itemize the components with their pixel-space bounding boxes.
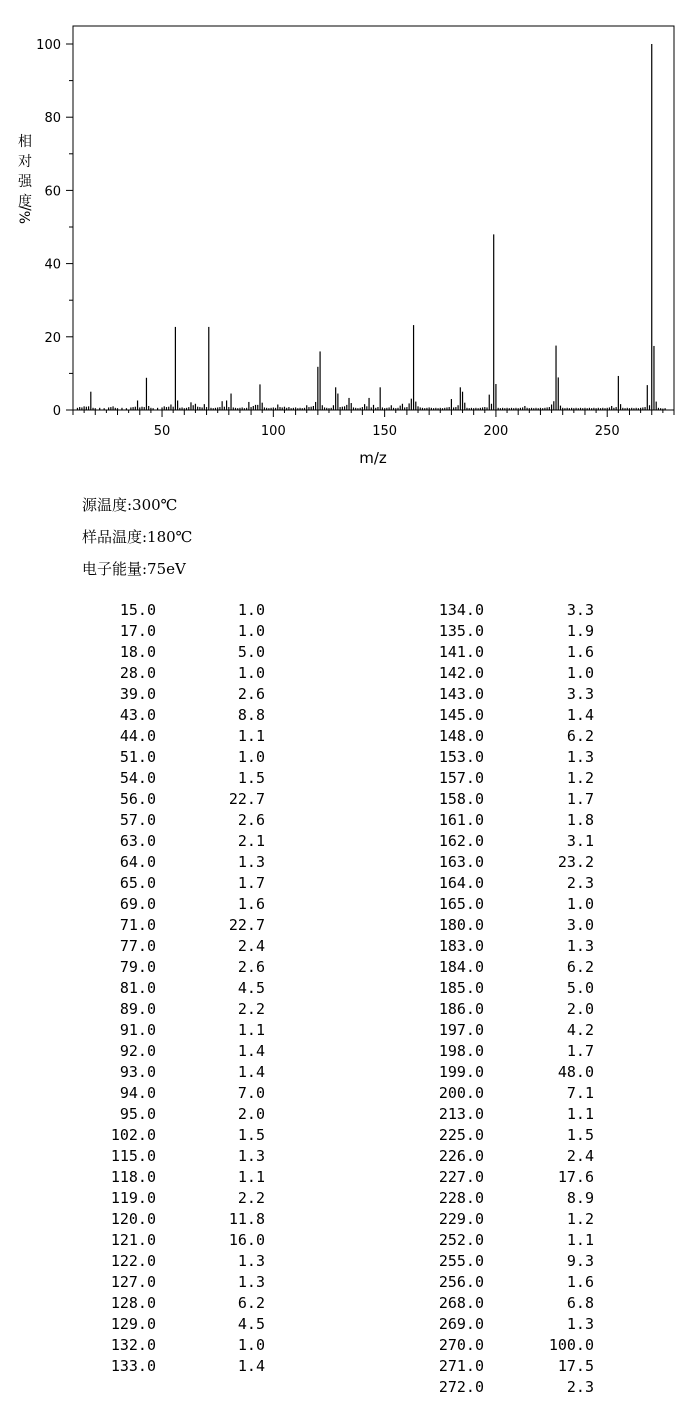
peak-abundance: 4.5: [237, 1315, 265, 1333]
peak-mz: 269.0: [438, 1315, 484, 1333]
peak-mz: 44.0: [119, 727, 156, 745]
peak-abundance: 1.7: [237, 874, 265, 892]
peak-mz: 184.0: [438, 958, 484, 976]
peak-abundance: 9.3: [566, 1252, 594, 1270]
peak-abundance: 2.0: [237, 1105, 265, 1123]
peak-mz: 115.0: [110, 1147, 156, 1165]
peak-abundance: 1.3: [237, 1252, 265, 1270]
peak-mz: 229.0: [438, 1210, 484, 1228]
peak-mz: 119.0: [110, 1189, 156, 1207]
peak-mz: 161.0: [438, 811, 484, 829]
peak-mz: 270.0: [438, 1336, 484, 1354]
y-tick-label: 0: [52, 404, 61, 419]
peak-abundance: 17.6: [557, 1168, 594, 1186]
peak-mz: 65.0: [119, 874, 156, 892]
peak-abundance: 22.7: [228, 916, 265, 934]
peak-mz: 185.0: [438, 979, 484, 997]
peak-mz: 163.0: [438, 853, 484, 871]
peak-abundance: 1.0: [237, 1336, 265, 1354]
peak-mz: 81.0: [119, 979, 156, 997]
condition-line: 源温度:300℃: [82, 496, 178, 514]
peak-mz: 77.0: [119, 937, 156, 955]
peak-mz: 128.0: [110, 1294, 156, 1312]
peak-abundance: 1.4: [237, 1063, 265, 1081]
peak-abundance: 3.3: [566, 601, 594, 619]
spectrum-peaks: [77, 44, 665, 410]
peak-mz: 43.0: [119, 706, 156, 724]
x-axis-label: m/z: [359, 449, 387, 467]
peak-abundance: 3.0: [566, 916, 594, 934]
peak-abundance: 5.0: [566, 979, 594, 997]
peak-mz: 95.0: [119, 1105, 156, 1123]
peak-mz: 141.0: [438, 643, 484, 661]
peak-mz: 135.0: [438, 622, 484, 640]
peak-mz: 268.0: [438, 1294, 484, 1312]
mass-spectrum-chart: [0, 0, 687, 480]
peak-abundance: 1.3: [566, 937, 594, 955]
peak-mz: 102.0: [110, 1126, 156, 1144]
peak-abundance: 1.1: [237, 727, 265, 745]
peak-abundance: 1.1: [566, 1105, 594, 1123]
peak-abundance: 1.1: [237, 1021, 265, 1039]
peak-abundance: 16.0: [228, 1231, 265, 1249]
y-label-char: 强: [18, 174, 32, 190]
peak-abundance: 1.0: [237, 748, 265, 766]
x-tick-label: 200: [483, 424, 509, 439]
y-axis-ticks: [36, 38, 73, 419]
y-tick-label: 100: [36, 38, 61, 53]
peak-abundance: 4.5: [237, 979, 265, 997]
peak-abundance: 3.1: [566, 832, 594, 850]
peak-mz: 91.0: [119, 1021, 156, 1039]
peak-mz: 129.0: [110, 1315, 156, 1333]
peak-abundance: 2.3: [566, 874, 594, 892]
x-tick-label: 150: [372, 424, 398, 439]
peak-abundance: 1.7: [566, 790, 594, 808]
peak-abundance: 1.3: [566, 1315, 594, 1333]
peak-mz: 226.0: [438, 1147, 484, 1165]
peak-mz: 134.0: [438, 601, 484, 619]
peak-mz: 132.0: [110, 1336, 156, 1354]
peak-mz: 121.0: [110, 1231, 156, 1249]
peak-abundance: 2.6: [237, 811, 265, 829]
peak-mz: 18.0: [119, 643, 156, 661]
peak-abundance: 1.8: [566, 811, 594, 829]
peak-abundance: 7.1: [566, 1084, 594, 1102]
peak-abundance: 4.2: [566, 1021, 594, 1039]
y-label-char: 度: [18, 194, 32, 210]
peak-abundance: 48.0: [557, 1063, 594, 1081]
peak-mz: 183.0: [438, 937, 484, 955]
peak-abundance: 1.3: [237, 1147, 265, 1165]
y-axis-label: [18, 133, 34, 224]
peak-abundance: 2.6: [237, 685, 265, 703]
peak-abundance: 1.4: [566, 706, 594, 724]
peak-mz: 197.0: [438, 1021, 484, 1039]
peak-mz: 256.0: [438, 1273, 484, 1291]
y-label-unit: %/: [18, 205, 34, 224]
peak-mz: 252.0: [438, 1231, 484, 1249]
peak-mz: 118.0: [110, 1168, 156, 1186]
y-label-char: 相: [18, 134, 32, 150]
peak-mz: 54.0: [119, 769, 156, 787]
peak-mz: 39.0: [119, 685, 156, 703]
peak-mz: 272.0: [438, 1378, 484, 1396]
condition-line: 样品温度:180℃: [82, 528, 193, 546]
peak-mz: 127.0: [110, 1273, 156, 1291]
plot-frame: [73, 26, 674, 410]
peak-abundance: 2.2: [237, 1189, 265, 1207]
peak-mz: 164.0: [438, 874, 484, 892]
peak-abundance: 5.0: [237, 643, 265, 661]
peak-abundance: 1.5: [237, 1126, 265, 1144]
y-label-char: 对: [18, 154, 32, 170]
peak-mz: 133.0: [110, 1357, 156, 1375]
peak-mz: 64.0: [119, 853, 156, 871]
peak-mz: 69.0: [119, 895, 156, 913]
peak-abundance: 1.9: [566, 622, 594, 640]
peak-abundance: 1.2: [566, 1210, 594, 1228]
peak-mz: 51.0: [119, 748, 156, 766]
peak-mz: 63.0: [119, 832, 156, 850]
peak-abundance: 8.9: [566, 1189, 594, 1207]
peak-abundance: 1.2: [566, 769, 594, 787]
peak-abundance: 8.8: [237, 706, 265, 724]
peak-mz: 89.0: [119, 1000, 156, 1018]
peak-abundance: 6.2: [566, 727, 594, 745]
peak-mz: 93.0: [119, 1063, 156, 1081]
peak-abundance: 2.4: [237, 937, 265, 955]
peak-abundance: 2.4: [566, 1147, 594, 1165]
peak-mz: 199.0: [438, 1063, 484, 1081]
peak-mz: 180.0: [438, 916, 484, 934]
peak-abundance: 1.4: [237, 1357, 265, 1375]
peak-abundance: 23.2: [557, 853, 594, 871]
y-tick-label: 80: [44, 111, 61, 127]
peak-mz: 153.0: [438, 748, 484, 766]
peak-abundance: 1.1: [237, 1168, 265, 1186]
peak-abundance: 2.0: [566, 1000, 594, 1018]
peak-abundance: 11.8: [228, 1210, 265, 1228]
y-tick-label: 20: [44, 330, 61, 346]
peak-abundance: 100.0: [548, 1336, 594, 1354]
peak-abundance: 1.1: [566, 1231, 594, 1249]
x-tick-label: 100: [260, 424, 286, 439]
peak-mz: 165.0: [438, 895, 484, 913]
peak-abundance: 7.0: [237, 1084, 265, 1102]
peak-mz: 148.0: [438, 727, 484, 745]
peak-mz: 142.0: [438, 664, 484, 682]
peak-abundance: 6.2: [237, 1294, 265, 1312]
x-axis-ticks: [73, 410, 674, 439]
peak-mz: 225.0: [438, 1126, 484, 1144]
peak-mz: 186.0: [438, 1000, 484, 1018]
peak-abundance: 3.3: [566, 685, 594, 703]
peak-abundance: 1.5: [566, 1126, 594, 1144]
peak-mz: 271.0: [438, 1357, 484, 1375]
peak-abundance: 1.6: [566, 643, 594, 661]
peak-mz: 120.0: [110, 1210, 156, 1228]
peak-abundance: 1.6: [566, 1273, 594, 1291]
peak-abundance: 1.3: [237, 1273, 265, 1291]
peak-mz: 227.0: [438, 1168, 484, 1186]
peak-abundance: 6.8: [566, 1294, 594, 1312]
y-tick-label: 60: [44, 184, 61, 200]
peak-mz: 228.0: [438, 1189, 484, 1207]
peak-mz: 198.0: [438, 1042, 484, 1060]
peak-abundance: 1.0: [237, 622, 265, 640]
condition-line: 电子能量:75eV: [82, 560, 186, 578]
peak-mz: 56.0: [119, 790, 156, 808]
peak-mz: 94.0: [119, 1084, 156, 1102]
peak-abundance: 2.2: [237, 1000, 265, 1018]
peak-mz: 213.0: [438, 1105, 484, 1123]
x-tick-label: 250: [594, 424, 620, 439]
peak-abundance: 1.0: [566, 664, 594, 682]
peak-mz: 57.0: [119, 811, 156, 829]
peak-abundance: 1.0: [237, 664, 265, 682]
peak-mz: 17.0: [119, 622, 156, 640]
peak-abundance: 1.4: [237, 1042, 265, 1060]
peak-abundance: 1.3: [566, 748, 594, 766]
peak-mz: 71.0: [119, 916, 156, 934]
peak-mz: 145.0: [438, 706, 484, 724]
peak-abundance: 1.0: [566, 895, 594, 913]
peak-mz: 255.0: [438, 1252, 484, 1270]
peak-mz: 28.0: [119, 664, 156, 682]
x-tick-label: 50: [153, 424, 171, 439]
peak-abundance: 1.7: [566, 1042, 594, 1060]
peak-mz: 92.0: [119, 1042, 156, 1060]
peak-abundance: 6.2: [566, 958, 594, 976]
peak-mz: 143.0: [438, 685, 484, 703]
peak-abundance: 22.7: [228, 790, 265, 808]
peak-abundance: 17.5: [557, 1357, 594, 1375]
peak-abundance: 1.6: [237, 895, 265, 913]
peak-abundance: 1.3: [237, 853, 265, 871]
peak-abundance: 1.5: [237, 769, 265, 787]
peak-mz: 157.0: [438, 769, 484, 787]
peak-mz: 200.0: [438, 1084, 484, 1102]
peak-mz: 122.0: [110, 1252, 156, 1270]
peak-mz: 158.0: [438, 790, 484, 808]
peak-abundance: 2.6: [237, 958, 265, 976]
peak-abundance: 2.1: [237, 832, 265, 850]
peak-abundance: 1.0: [237, 601, 265, 619]
y-tick-label: 40: [44, 257, 61, 273]
peak-mz: 15.0: [119, 601, 156, 619]
peak-mz: 79.0: [119, 958, 156, 976]
peak-abundance: 2.3: [566, 1378, 594, 1396]
peak-mz: 162.0: [438, 832, 484, 850]
